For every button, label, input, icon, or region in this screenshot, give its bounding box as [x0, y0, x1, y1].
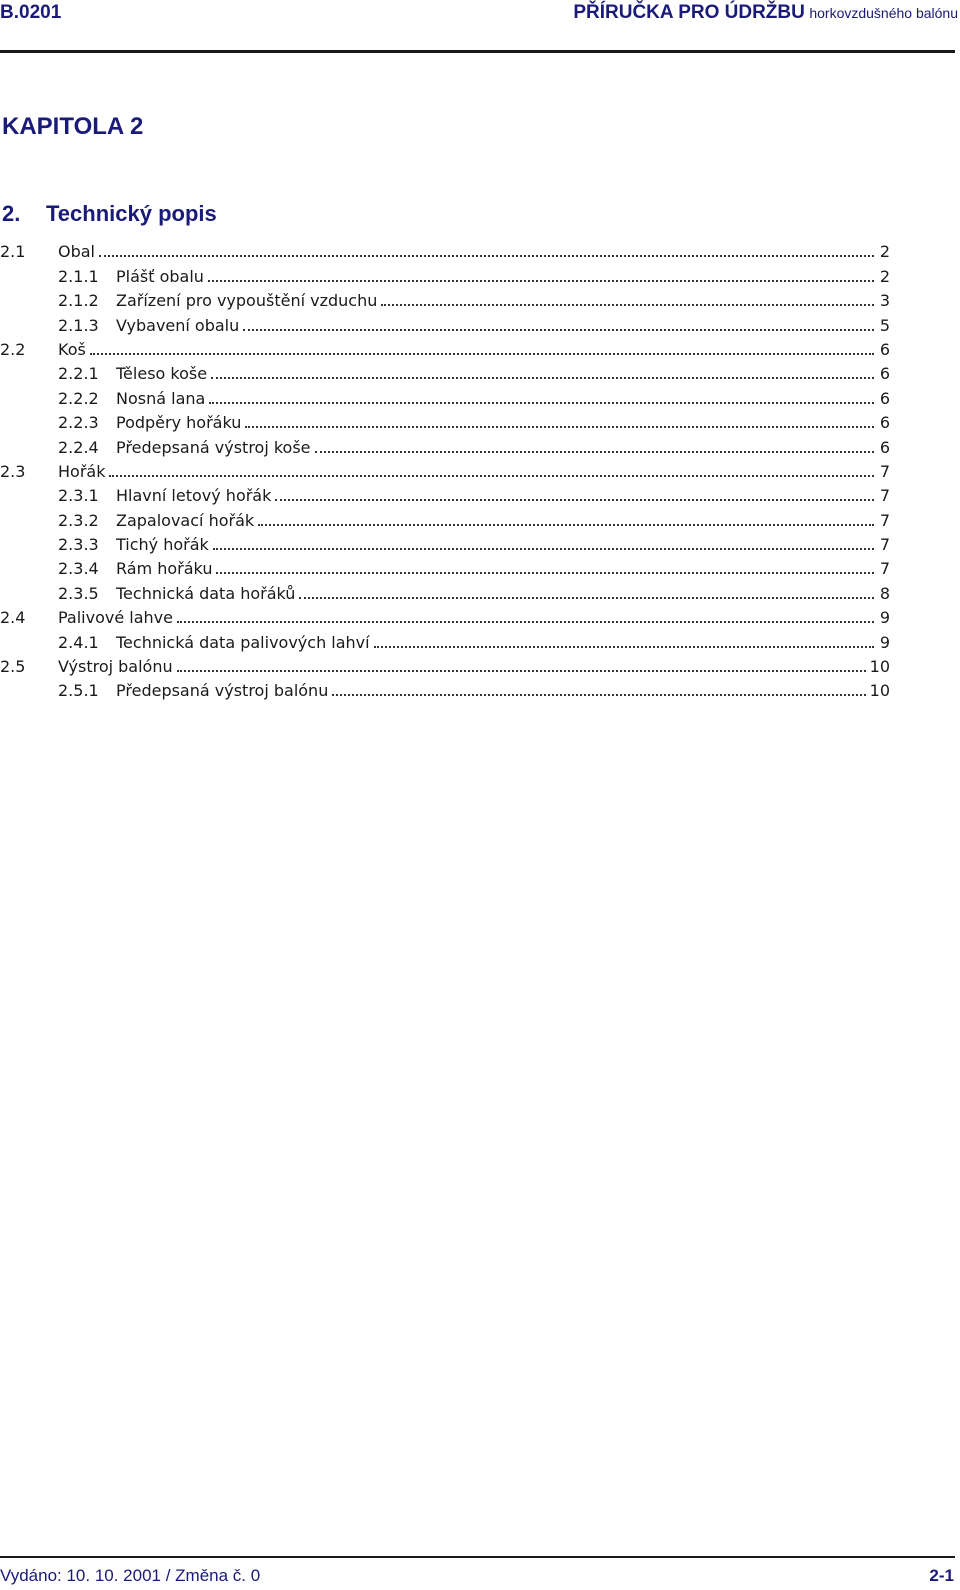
- toc-entry-label: Vybavení obalu: [116, 315, 240, 335]
- toc-entry-number: 2.3: [0, 461, 26, 481]
- toc-entry-page: 7: [879, 535, 890, 555]
- toc-entry[interactable]: [0, 261, 890, 285]
- toc-leader-dots: [90, 353, 874, 355]
- toc-entry-page: 7: [879, 486, 890, 506]
- toc-leader-dots: [275, 499, 874, 501]
- toc-entry[interactable]: [0, 457, 890, 481]
- toc-entry-number: 2.3.2: [58, 510, 99, 530]
- toc-entry[interactable]: [0, 310, 890, 334]
- toc-entry-number: 2.3.5: [58, 583, 99, 603]
- toc-entry[interactable]: [0, 286, 890, 310]
- toc-leader-dots: [299, 597, 874, 599]
- toc-entry-number: 2.5: [0, 657, 26, 677]
- toc-entry-page: 3: [879, 291, 890, 311]
- manual-subtitle: horkovzdušného balónu: [809, 5, 958, 21]
- toc-entry-page: 2: [879, 242, 890, 262]
- toc-entry-page: 7: [879, 559, 890, 579]
- toc-entry[interactable]: [0, 505, 890, 529]
- table-of-contents: [0, 237, 890, 700]
- toc-entry-label: Nosná lana: [116, 388, 206, 408]
- toc-entry-page: 6: [879, 413, 890, 433]
- header-rule: [0, 50, 955, 53]
- toc-entry-page: 10: [869, 657, 890, 677]
- toc-entry-number: 2.3.1: [58, 486, 99, 506]
- toc-entry-number: 2.1.2: [58, 291, 99, 311]
- toc-entry-label: Hořák: [58, 461, 106, 481]
- toc-entry[interactable]: [0, 652, 890, 676]
- toc-entry[interactable]: [0, 554, 890, 578]
- toc-leader-dots: [332, 694, 865, 696]
- toc-entry-label: Palivové lahve: [58, 608, 173, 628]
- toc-leader-dots: [213, 548, 874, 550]
- toc-leader-dots: [211, 377, 874, 379]
- toc-entry[interactable]: [0, 335, 890, 359]
- toc-entry-page: 10: [869, 681, 890, 701]
- toc-entry-label: Koš: [58, 339, 86, 359]
- toc-entry-page: 6: [879, 388, 890, 408]
- toc-entry[interactable]: [0, 676, 890, 700]
- toc-leader-dots: [243, 329, 874, 331]
- toc-leader-dots: [381, 304, 874, 306]
- toc-entry[interactable]: [0, 481, 890, 505]
- toc-leader-dots: [99, 255, 874, 257]
- toc-entry-label: Předepsaná výstroj balónu: [116, 681, 329, 701]
- toc-entry-label: Zapalovací hořák: [116, 510, 255, 530]
- toc-entry-number: 2.2.2: [58, 388, 99, 408]
- toc-entry-number: 2.1.1: [58, 266, 99, 286]
- toc-entry-number: 2.2.3: [58, 413, 99, 433]
- toc-entry-label: Technická data hořáků: [116, 583, 296, 603]
- toc-entry-page: 9: [879, 632, 890, 652]
- toc-entry-number: 2.3.4: [58, 559, 99, 579]
- toc-entry-label: Obal: [58, 242, 95, 262]
- toc-entry-number: 2.2.4: [58, 437, 99, 457]
- toc-entry-label: Těleso koše: [116, 364, 208, 384]
- toc-entry-page: 5: [879, 315, 890, 335]
- section-number: 2.: [2, 201, 21, 226]
- toc-entry-number: 2.1.3: [58, 315, 99, 335]
- page-number: 2-1: [929, 1566, 954, 1585]
- toc-entry-label: Předepsaná výstroj koše: [116, 437, 311, 457]
- toc-entry-label: Rám hořáku: [116, 559, 213, 579]
- toc-entry-label: Zařízení pro vypouštění vzduchu: [116, 291, 378, 311]
- toc-entry-page: 2: [879, 266, 890, 286]
- section-title: Technický popis: [46, 201, 217, 226]
- toc-entry-page: 9: [879, 608, 890, 628]
- toc-entry-label: Výstroj balónu: [58, 657, 173, 677]
- toc-leader-dots: [208, 280, 874, 282]
- toc-entry[interactable]: [0, 408, 890, 432]
- toc-entry[interactable]: [0, 432, 890, 456]
- doc-code: B.0201: [0, 2, 62, 23]
- manual-title: PŘÍRUČKA PRO ÚDRŽBU: [573, 2, 805, 23]
- toc-entry[interactable]: [0, 530, 890, 554]
- toc-entry-page: 7: [879, 461, 890, 481]
- toc-leader-dots: [177, 670, 866, 672]
- toc-entry[interactable]: [0, 627, 890, 651]
- footer-rule: [0, 1556, 955, 1558]
- toc-entry[interactable]: [0, 383, 890, 407]
- toc-entry-number: 2.4: [0, 608, 26, 628]
- toc-leader-dots: [216, 572, 874, 574]
- toc-leader-dots: [245, 426, 874, 428]
- toc-entry-page: 6: [879, 437, 890, 457]
- toc-entry-number: 2.2.1: [58, 364, 99, 384]
- toc-entry-number: 2.5.1: [58, 681, 99, 701]
- chapter-title: KAPITOLA 2: [2, 113, 144, 140]
- toc-entry-number: 2.1: [0, 242, 26, 262]
- toc-entry-number: 2.4.1: [58, 632, 99, 652]
- issue-info: Vydáno: 10. 10. 2001 / Změna č. 0: [0, 1566, 261, 1585]
- toc-entry[interactable]: [0, 578, 890, 602]
- toc-entry-number: 2.2: [0, 339, 26, 359]
- page-header: [573, 2, 958, 24]
- toc-entry[interactable]: [0, 359, 890, 383]
- toc-entry-number: 2.3.3: [58, 535, 99, 555]
- toc-entry-label: Technická data palivových lahví: [116, 632, 370, 652]
- toc-leader-dots: [209, 402, 874, 404]
- toc-leader-dots: [109, 475, 874, 477]
- toc-entry-label: Podpěry hořáku: [116, 413, 242, 433]
- toc-leader-dots: [315, 451, 874, 453]
- toc-entry-page: 6: [879, 364, 890, 384]
- toc-entry-page: 8: [879, 583, 890, 603]
- toc-leader-dots: [374, 646, 874, 648]
- section-heading: [2, 201, 217, 227]
- toc-entry[interactable]: [0, 237, 890, 261]
- toc-entry-page: 7: [879, 510, 890, 530]
- toc-entry-page: 6: [879, 339, 890, 359]
- toc-leader-dots: [258, 524, 874, 526]
- toc-entry-label: Plášť obalu: [116, 266, 204, 286]
- toc-entry-label: Hlavní letový hořák: [116, 486, 272, 506]
- toc-entry[interactable]: [0, 603, 890, 627]
- toc-entry-label: Tichý hořák: [116, 535, 209, 555]
- toc-leader-dots: [177, 621, 874, 623]
